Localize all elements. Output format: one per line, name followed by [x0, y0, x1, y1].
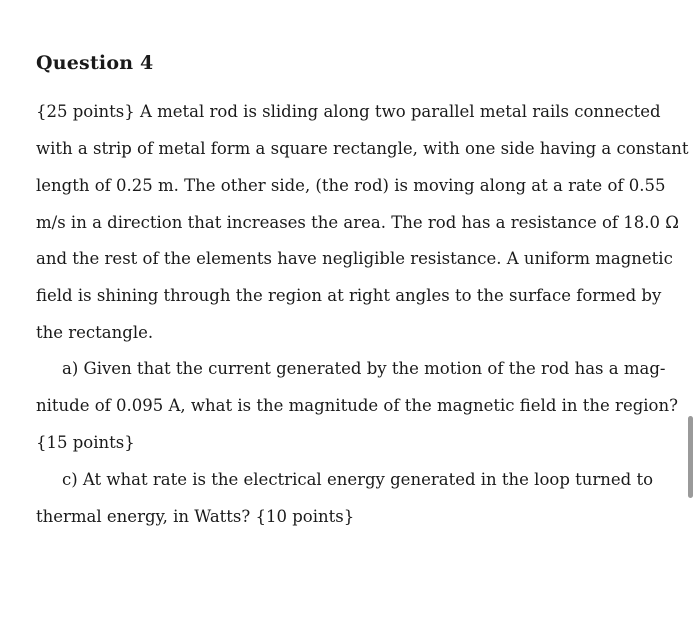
body-line: {25 points} A metal rod is sliding along two parallel metal rails connected — [36, 102, 661, 121]
body-line: with a strip of metal form a square rectangle, with one side having a constant — [36, 139, 689, 158]
body-line: m/s in a direction that increases the area. The rod has a resistance of 18.0 Ω — [36, 213, 679, 232]
body-line: field is shining through the region at right angles to the surface formed by — [36, 286, 662, 305]
body-line: and the rest of the elements have negligible resistance. A uniform magnetic — [36, 249, 673, 268]
body-line: the rectangle. — [36, 323, 154, 342]
body-line: length of 0.25 m. The other side, (the rod) is moving along at a rate of 0.55 — [36, 176, 666, 195]
vertical-scrollbar[interactable] — [688, 416, 693, 498]
part-a-line: nitude of 0.095 A, what is the magnitude of the magnetic field in the region? — [36, 396, 678, 415]
question-title: Question 4 — [36, 52, 154, 74]
part-c-line: c) At what rate is the electrical energy generated in the loop turned to — [62, 470, 654, 489]
part-a-line: a) Given that the current generated by the motion of the rod has a mag- — [62, 359, 666, 378]
part-c-line: thermal energy, in Watts? {10 points} — [36, 507, 355, 526]
part-a-points: {15 points} — [36, 433, 135, 452]
